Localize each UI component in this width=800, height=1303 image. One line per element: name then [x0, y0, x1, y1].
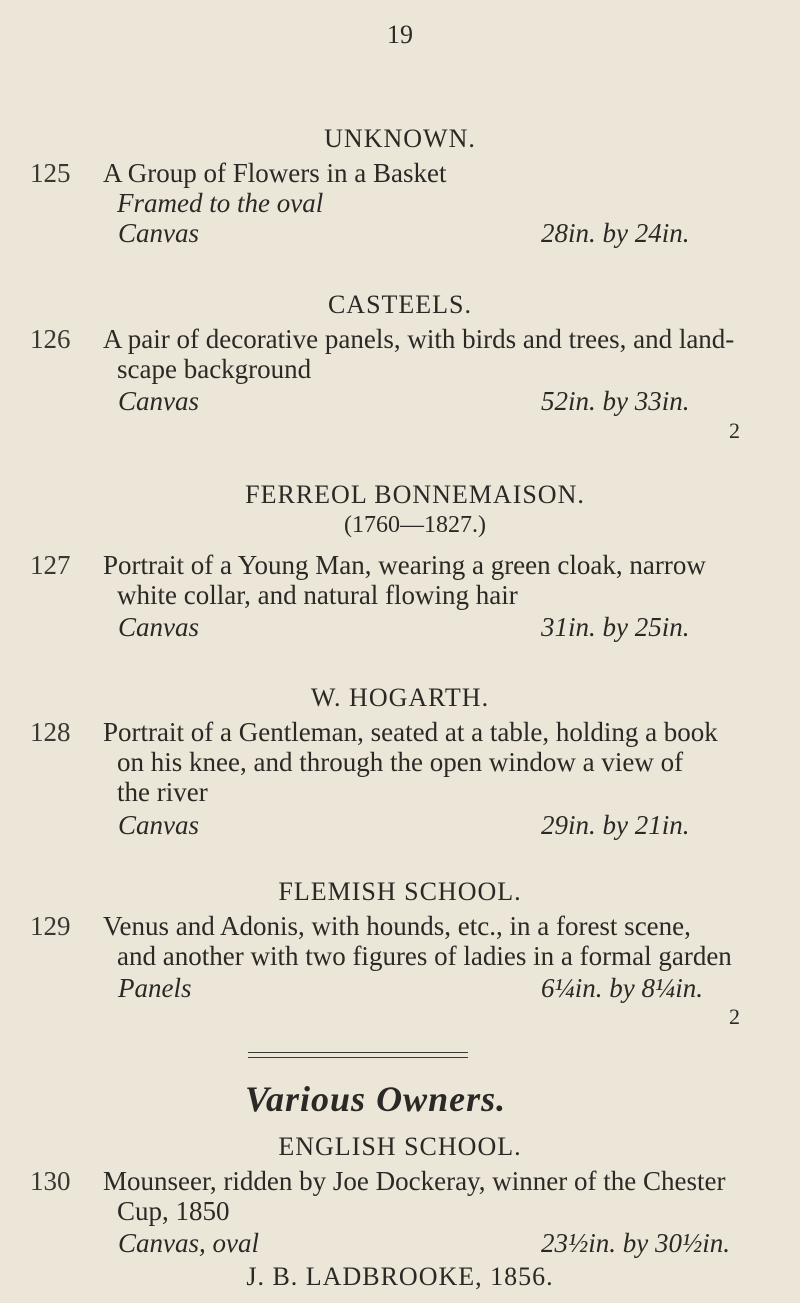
lot-quantity: 2 [729, 1004, 740, 1029]
lot-size: 6¼in. by 8¼in. [541, 973, 703, 1003]
artist-heading: ENGLISH SCHOOL. [278, 1132, 522, 1161]
description-line: Cup, 1850 [117, 1196, 230, 1226]
lot-size: 28in. by 24in. [541, 218, 690, 248]
description-line: on his knee, and through the open window a view of [117, 747, 684, 777]
lot-quantity: 2 [729, 418, 740, 443]
description-line: white collar, and natural flowing hair [117, 580, 518, 610]
lot-size: 52in. by 33in. [541, 386, 690, 416]
description-line: A pair of decorative panels, with birds and trees, and land- [103, 324, 735, 354]
lot-number: 127 [30, 550, 71, 580]
lot-number: 126 [30, 324, 71, 354]
description-line: Venus and Adonis, with hounds, etc., in a forest scene, [103, 911, 691, 941]
lot-number: 125 [30, 158, 71, 188]
lot-size: 31in. by 25in. [541, 612, 690, 642]
lot-number: 129 [30, 911, 71, 941]
lot-description [103, 911, 783, 971]
page-number: 19 [387, 20, 413, 49]
description-line: Mounseer, ridden by Joe Dockeray, winner of the Chester [103, 1166, 726, 1196]
lot-medium: Canvas [118, 810, 199, 840]
artist-heading: W. HOGARTH. [310, 683, 490, 712]
lot-number: 128 [30, 717, 71, 747]
lot-medium: Panels [118, 973, 192, 1003]
lot-description [103, 717, 783, 807]
description-line: the river [117, 777, 208, 807]
artist-dates: (1760—1827.) [344, 512, 486, 538]
lot-medium: Canvas [118, 218, 199, 248]
lot-size: 29in. by 21in. [541, 810, 690, 840]
lot-description [103, 550, 783, 610]
lot-medium: Canvas [118, 612, 199, 642]
artist-heading: FLEMISH SCHOOL. [278, 877, 522, 906]
artist-heading: J. B. LADBROOKE, 1856. [246, 1262, 554, 1291]
description-line: and another with two figures of ladies in a formal garden [117, 941, 732, 971]
lot-description [103, 1166, 783, 1226]
artist-heading: UNKNOWN. [324, 124, 476, 153]
description-line: A Group of Flowers in a Basket [103, 158, 447, 188]
artist-name: FERREOL BONNEMAISON. [245, 480, 585, 509]
artist-heading [95, 480, 735, 539]
section-title: Various Owners. [245, 1079, 507, 1119]
lot-number: 130 [30, 1166, 71, 1196]
description-line: Portrait of a Gentleman, seated at a table, holding a book [103, 717, 718, 747]
lot-size: 23½in. by 30½in. [541, 1228, 730, 1258]
section-divider [248, 1052, 468, 1058]
lot-description [103, 158, 783, 218]
lot-medium: Canvas [118, 386, 199, 416]
lot-medium: Canvas, oval [118, 1228, 259, 1258]
artist-heading: CASTEELS. [327, 290, 473, 319]
lot-description [103, 324, 783, 384]
description-line: Portrait of a Young Man, wearing a green cloak, narrow [103, 550, 706, 580]
framing-note: Framed to the oval [117, 188, 324, 218]
description-line: scape background [117, 354, 312, 384]
